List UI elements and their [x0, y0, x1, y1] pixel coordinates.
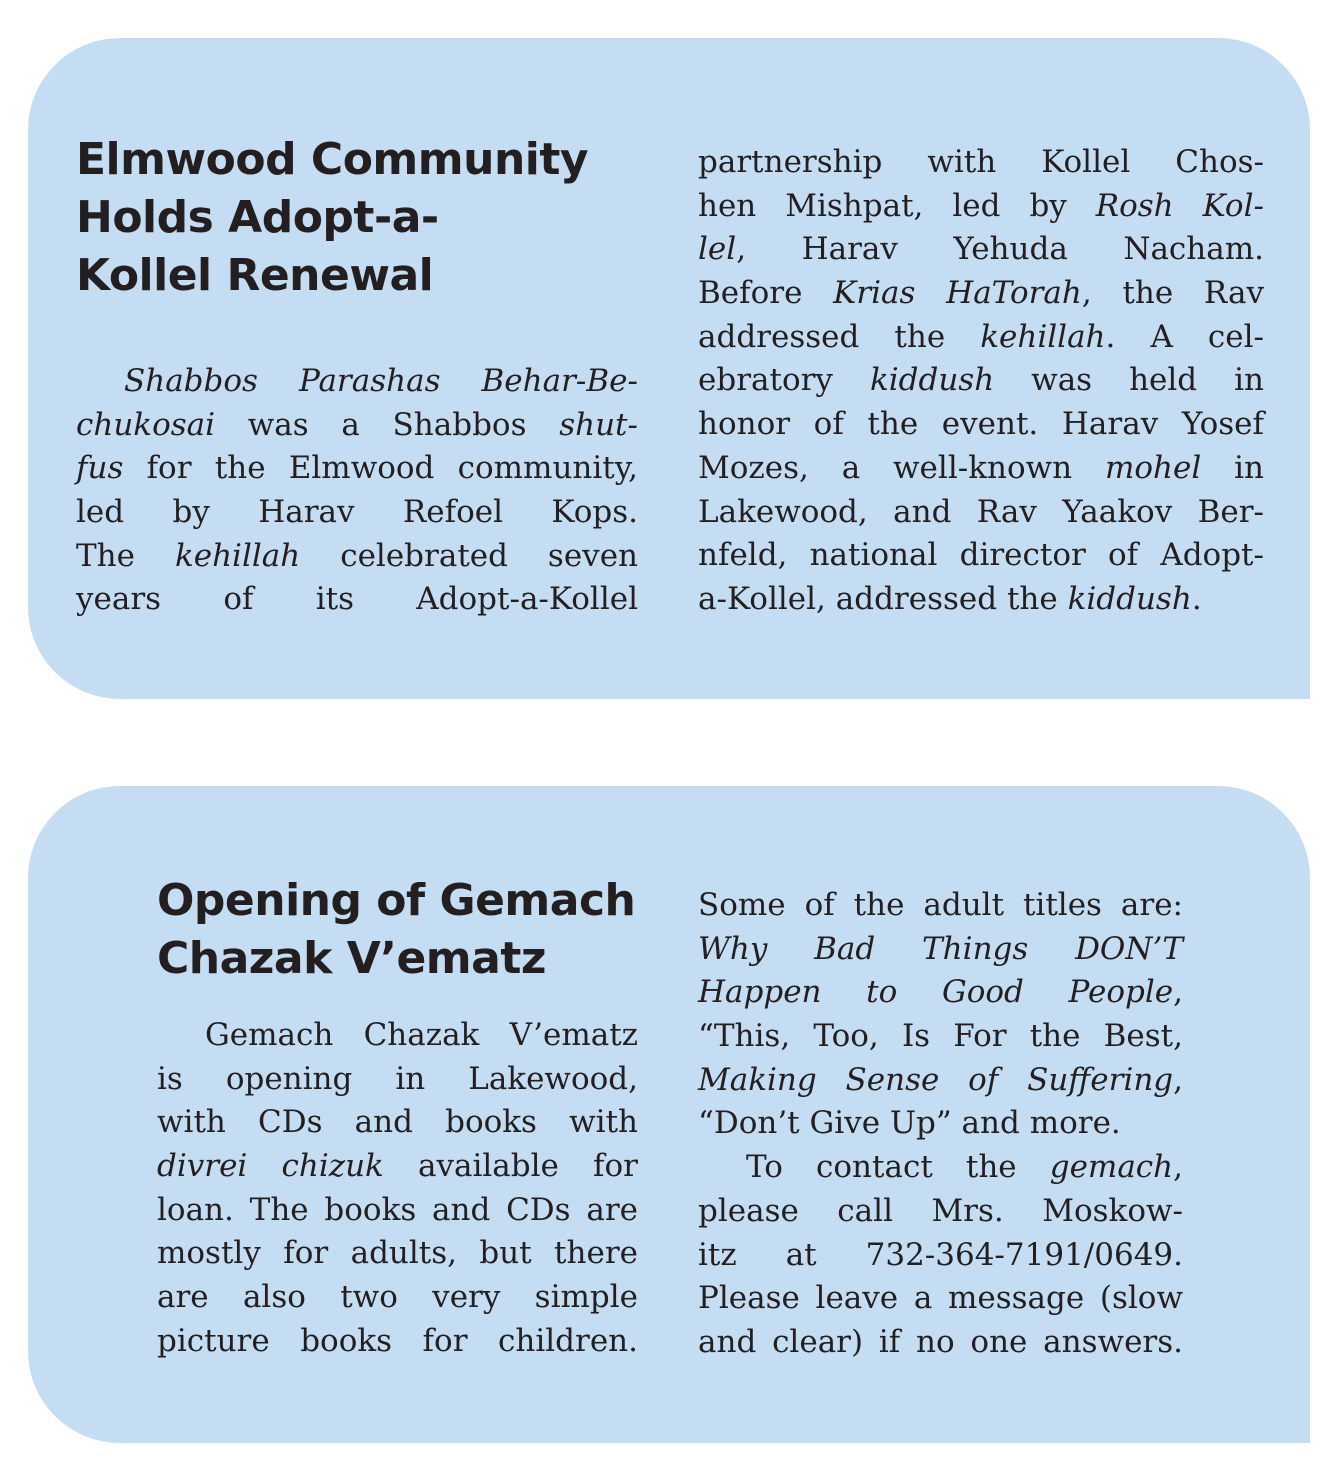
body-line: Lakewood, and Rav Yaakov Ber- [698, 493, 1264, 530]
body-line: Making Sense of Suffering, [698, 1061, 1183, 1098]
body-line: mostly for adults, but there [157, 1235, 638, 1272]
body-line: partnership with Kollel Chos- [698, 144, 1264, 180]
body-line: picture books for children. [157, 1322, 638, 1359]
headline-elmwood [76, 131, 636, 305]
body-line: and clear) if no one answers. [698, 1323, 1183, 1360]
body-line: is opening in Lakewood, [157, 1060, 638, 1097]
elmwood-body-column-2 [698, 141, 1264, 622]
gemach-body-column-2 [698, 884, 1183, 1365]
headline-line: Chazak V’ematz [157, 933, 546, 984]
headline-line: Elmwood Community [76, 134, 589, 185]
gemach-body-column-1 [157, 1014, 638, 1364]
body-line: divrei chizuk available for [157, 1148, 639, 1185]
body-line: Some of the adult titles are: [698, 887, 1183, 923]
body-line: addressed the kehillah. A cel- [698, 318, 1264, 355]
body-line: a-Kollel, addressed the kiddush. [698, 580, 1202, 617]
body-line: nfeld, national director of Adopt- [698, 537, 1264, 574]
body-line: honor of the event. Harav Yosef [698, 406, 1264, 443]
body-line: Please leave a message (slow [698, 1280, 1183, 1317]
elmwood-body-column-1 [76, 360, 638, 622]
headline-gemach [157, 872, 657, 988]
body-line: “This, Too, Is For the Best, [698, 1018, 1183, 1055]
headline-line: Holds Adopt-a- [76, 192, 439, 243]
body-line: ebratory kiddush was held in [698, 362, 1264, 399]
body-line: chukosai was a Shabbos shut- [76, 406, 638, 443]
body-line: Gemach Chazak V’ematz [205, 1017, 638, 1053]
body-line: hen Mishpat, led by Rosh Kol- [698, 187, 1264, 224]
body-line: “Don’t Give Up” and more. [698, 1105, 1121, 1142]
body-line: please call Mrs. Moskow- [698, 1192, 1183, 1229]
body-line: fus for the Elmwood community, [76, 450, 638, 487]
body-line: Why Bad Things DON’T [698, 930, 1183, 967]
body-line: lel, Harav Yehuda Nacham. [698, 231, 1264, 268]
body-line: loan. The books and CDs are [157, 1191, 638, 1228]
body-line: Happen to Good People, [698, 974, 1183, 1011]
body-line: led by Harav Refoel Kops. [76, 494, 638, 531]
headline-line: Kollel Renewal [76, 250, 434, 301]
body-line: years of its Adopt-a-Kollel [76, 581, 638, 618]
body-line: itz at 732-364-7191/0649. [698, 1236, 1183, 1273]
body-line: with CDs and books with [157, 1104, 638, 1141]
body-line: Shabbos Parashas Behar-Be- [124, 363, 638, 399]
headline-line: Opening of Gemach [157, 875, 636, 926]
body-line: Mozes, a well-known mohel in [698, 449, 1264, 486]
body-line: The kehillah celebrated seven [76, 537, 639, 574]
body-line: Before Krias HaTorah, the Rav [698, 275, 1264, 312]
body-line: To contact the gemach, [746, 1149, 1183, 1186]
body-line: are also two very simple [157, 1279, 638, 1316]
